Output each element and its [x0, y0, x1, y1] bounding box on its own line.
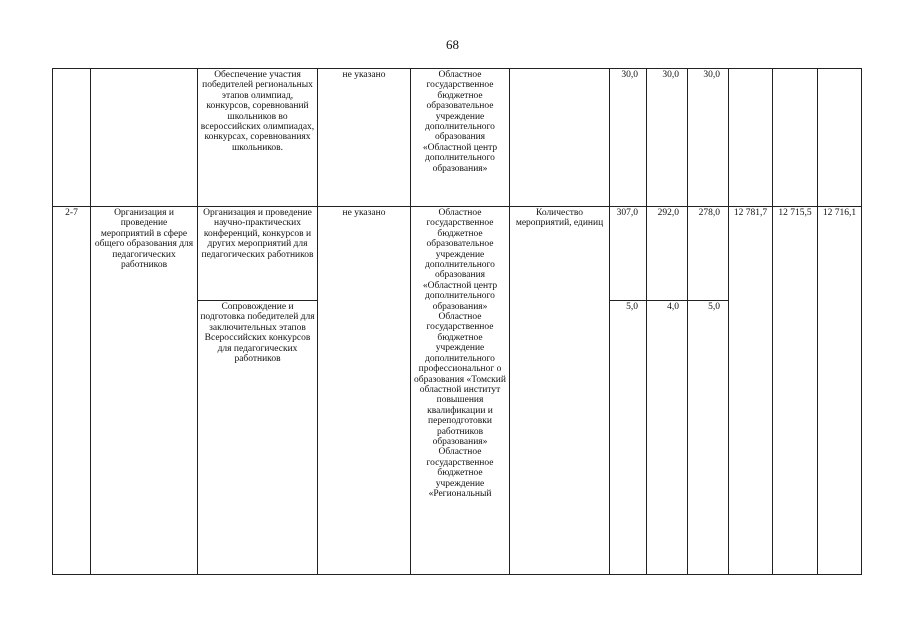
cell-name: Организация и проведение мероприятий в сфере общего образования для педагогических работников	[91, 207, 198, 575]
cell-name	[91, 69, 198, 207]
cell-term: не указано	[318, 69, 411, 207]
cell-executor: Областное государственное бюджетное образовательное учреждение дополнительного образования «Областной центр дополнительного образования» Областное государственное бюджетное учреждение дополнительного профессиональног о образования «Томский областной институт повышения квалификации и переподготовки работников образования» Областное государственное бюджетное учреждение «Региональный	[411, 207, 510, 575]
cell-value-1: 307,0	[610, 207, 647, 301]
cell-value-2: 30,0	[647, 69, 688, 207]
table-row	[53, 207, 862, 301]
cell-executor: Областное государственное бюджетное образовательное учреждение дополнительного образования «Областной центр дополнительного образования»	[411, 69, 510, 207]
cell-term: не указано	[318, 207, 411, 575]
table-row	[53, 69, 862, 207]
page-number: 68	[446, 37, 459, 52]
cell-value-3: 278,0	[688, 207, 729, 301]
cell-funding-1: 12 781,7	[729, 207, 773, 575]
cell-code	[53, 69, 91, 207]
cell-indicator	[510, 69, 610, 207]
cell-value-2: 4,0	[647, 301, 688, 575]
cell-value-1: 30,0	[610, 69, 647, 207]
cell-measure: Сопровождение и подготовка победителей для заключительных этапов Всероссийских конкурсов для педагогических работников	[198, 301, 318, 575]
cell-value-3: 30,0	[688, 69, 729, 207]
cell-value-1: 5,0	[610, 301, 647, 575]
cell-measure: Организация и проведение научно-практических конференций, конкурсов и других мероприятий для педагогических работников	[198, 207, 318, 301]
cell-value-3: 5,0	[688, 301, 729, 575]
cell-measure: Обеспечение участия победителей региональных этапов олимпиад, конкурсов, соревнований школьников во всероссийских олимпиадах, конкурсах, соревнованиях школьников.	[198, 69, 318, 207]
program-table	[52, 68, 862, 575]
cell-funding-3	[818, 69, 862, 207]
cell-funding-2	[773, 69, 818, 207]
cell-value-2: 292,0	[647, 207, 688, 301]
cell-code: 2-7	[53, 207, 91, 575]
cell-funding-1	[729, 69, 773, 207]
cell-funding-2: 12 715,5	[773, 207, 818, 575]
cell-funding-3: 12 716,1	[818, 207, 862, 575]
cell-indicator: Количество мероприятий, единиц	[510, 207, 610, 575]
